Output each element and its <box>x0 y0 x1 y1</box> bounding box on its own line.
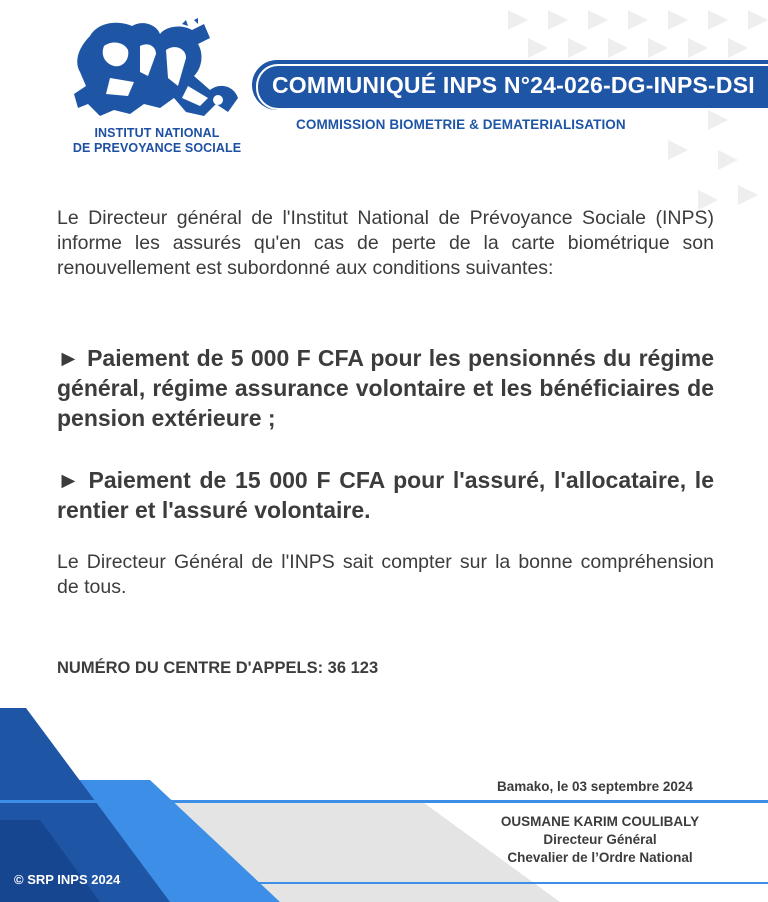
signatory-role: Directeur Général <box>543 832 657 847</box>
condition-bullet-2: ► Paiement de 15 000 F CFA pour l'assuré, l'allocataire, le rentier et l'assuré volontaire. <box>57 467 714 523</box>
inps-logo <box>62 16 252 156</box>
copyright-text: © SRP INPS 2024 <box>14 872 121 887</box>
call-center-number: NUMÉRO DU CENTRE D'APPELS: 36 123 <box>57 659 379 677</box>
commission-subtitle: COMMISSION BIOMETRIE & DEMATERIALISATION <box>296 117 626 132</box>
logo-text-line2: DE PREVOYANCE SOCIALE <box>72 141 242 155</box>
communique-title: COMMUNIQUÉ INPS N°24-026-DG-INPS-DSI <box>272 72 755 98</box>
inps-emblem-icon <box>70 16 242 121</box>
intro-paragraph: Le Directeur général de l'Institut National de Prévoyance Sociale (INPS) informe les assurés qu'en cas de perte de la carte biométrique son renouvellement est subordonné aux conditions suivantes: <box>57 207 714 279</box>
logo-text-line1: INSTITUT NATIONAL <box>94 126 220 140</box>
closing-paragraph: Le Directeur Général de l'INPS sait compter sur la bonne compréhension de tous. <box>57 551 714 598</box>
signatory-name: OUSMANE KARIM COULIBALY <box>500 814 700 829</box>
decorative-triangle-pattern <box>468 0 768 230</box>
signatory-distinction: Chevalier de l’Ordre National <box>507 850 693 865</box>
condition-bullet-1: ► Paiement de 5 000 F CFA pour les pensionnés du régime général, régime assurance volontaire et les bénéficiaires de pension extérieure ; <box>57 345 714 431</box>
signature-date: Bamako, le 03 septembre 2024 <box>497 779 693 794</box>
signature-block <box>470 813 730 867</box>
